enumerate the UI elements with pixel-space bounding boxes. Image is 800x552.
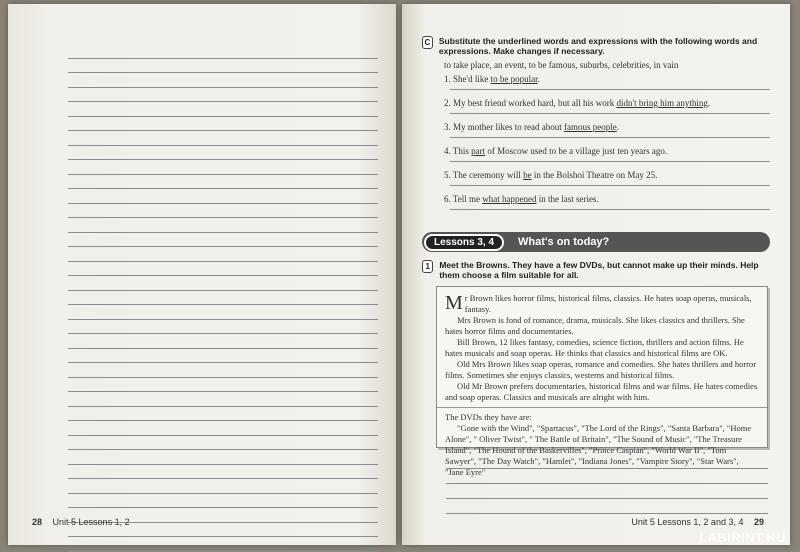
ruled-line[interactable] xyxy=(68,479,378,494)
ruled-line[interactable] xyxy=(68,276,378,291)
ruled-line[interactable] xyxy=(68,537,378,552)
ruled-line[interactable] xyxy=(68,334,378,349)
exercise-c-instruction: Substitute the underlined words and expressions with the following words and expressions. Make changes if necessary. xyxy=(438,36,758,56)
ruled-line[interactable] xyxy=(68,392,378,407)
exercise-c-badge: C xyxy=(422,36,433,49)
ruled-line[interactable] xyxy=(68,247,378,262)
right-page xyxy=(402,4,790,545)
word-list: to take place, an event, to be famous, suburbs, celebrities, in vain xyxy=(444,60,679,70)
ruled-line[interactable] xyxy=(68,494,378,509)
left-page xyxy=(8,4,396,545)
exercise-item: 4. This part of Moscow used to be a village just ten years ago. xyxy=(444,146,770,170)
dvds-list: "Gone with the Wind", "Spartacus", "The Lord of the Rings", "Santa Barbara", "Home Alone", " Oliver Twist", " The Battle of Britain", "The Sound of Music", "The Treasure Island", "The Hound of the Baskervilles", "Prince Caspian", "World War II", "Tom Sawyer", "The Day Watch", "Hamlet", "Indiana Jones", "Vampire Story", "Star Wars", "Jane Eyre" xyxy=(445,423,752,477)
ruled-line[interactable] xyxy=(68,436,378,451)
browns-text-box xyxy=(436,286,768,477)
drop-cap: M xyxy=(445,292,463,314)
answer-line[interactable] xyxy=(446,484,768,499)
paragraph: Old Mr Brown prefers documentaries, historical films and war films. He hates comedies and soap operas. Classics and musicals are alright with him. xyxy=(445,381,758,402)
paragraph: Mr Brown likes horror films, historical films, classics. He hates soap operas, musicals, fantasy. xyxy=(445,292,752,314)
ruled-line[interactable] xyxy=(68,349,378,364)
ruled-lines xyxy=(68,44,378,552)
paragraph: Old Mrs Brown likes soap operas, romance and comedies. She hates thrillers and horror films. Sometimes she enjoys classics, westerns and historical films. xyxy=(445,359,757,380)
ruled-line[interactable] xyxy=(68,160,378,175)
answer-line[interactable] xyxy=(450,161,770,162)
right-footer-text: Unit 5 Lessons 1, 2 and 3, 4 xyxy=(631,517,744,527)
exercise-c-items xyxy=(444,74,770,218)
ruled-line[interactable] xyxy=(68,363,378,378)
ruled-line[interactable] xyxy=(68,131,378,146)
answer-line[interactable] xyxy=(450,185,770,186)
ruled-line[interactable] xyxy=(68,146,378,161)
ruled-line[interactable] xyxy=(68,305,378,320)
ruled-line[interactable] xyxy=(68,204,378,219)
ruled-line[interactable] xyxy=(68,291,378,306)
ruled-line[interactable] xyxy=(68,450,378,465)
watermark: LABIRINT.RU xyxy=(698,530,786,545)
answer-line[interactable] xyxy=(446,499,768,514)
right-footer xyxy=(631,517,764,527)
paragraph: Bill Brown, 12 likes fantasy, comedies, science fiction, thrillers and action films. He hates musicals and soap operas. He thinks that classics and historical films are OK. xyxy=(445,337,744,358)
exercise-item: 1. She'd like to be popular. xyxy=(444,74,770,98)
lesson-title: What's on today? xyxy=(518,236,610,248)
ruled-line[interactable] xyxy=(68,233,378,248)
left-page-number: 28 xyxy=(32,517,43,527)
left-footer-text: Unit 5 Lessons 1, 2 xyxy=(52,517,130,527)
ruled-line[interactable] xyxy=(68,262,378,277)
exercise-item: 2. My best friend worked hard, but all his work didn't bring him anything. xyxy=(444,98,770,122)
answer-line[interactable] xyxy=(446,454,768,469)
ruled-line[interactable] xyxy=(68,378,378,393)
ruled-line[interactable] xyxy=(68,44,378,59)
answer-line[interactable] xyxy=(450,89,770,90)
right-page-number: 29 xyxy=(753,517,764,527)
ruled-line[interactable] xyxy=(68,59,378,74)
ruled-line[interactable] xyxy=(68,320,378,335)
ruled-line[interactable] xyxy=(68,175,378,190)
ruled-line[interactable] xyxy=(68,407,378,422)
paragraph: Mrs Brown is fond of romance, drama, musicals. She likes classics and thrillers. She hates horror films and documentaries. xyxy=(445,315,745,336)
exercise-item: 5. The ceremony will be in the Bolshoi Theatre on May 25. xyxy=(444,170,770,194)
lesson-label: Lessons 3, 4 xyxy=(424,234,504,251)
ruled-line[interactable] xyxy=(68,117,378,132)
ruled-line[interactable] xyxy=(68,421,378,436)
answer-line[interactable] xyxy=(450,137,770,138)
ruled-line[interactable] xyxy=(68,73,378,88)
exercise-1-badge: 1 xyxy=(422,260,433,273)
exercise-item: 6. Tell me what happened in the last series. xyxy=(444,194,770,218)
ruled-line[interactable] xyxy=(68,189,378,204)
answer-lines[interactable] xyxy=(446,454,768,514)
exercise-c xyxy=(422,36,770,218)
exercise-1-instruction: Meet the Browns. They have a few DVDs, but cannot make up their minds. Help them choose a film suitable for all. xyxy=(439,260,759,280)
ruled-line[interactable] xyxy=(68,88,378,103)
ruled-line[interactable] xyxy=(68,102,378,117)
dvds-heading: The DVDs they have are: xyxy=(445,412,532,422)
left-footer xyxy=(32,517,130,527)
answer-line[interactable] xyxy=(450,113,770,114)
lesson-header xyxy=(422,232,770,252)
browns-description xyxy=(437,287,767,408)
answer-line[interactable] xyxy=(446,469,768,484)
exercise-item: 3. My mother likes to read about famous people. xyxy=(444,122,770,146)
answer-line[interactable] xyxy=(450,209,770,210)
ruled-line[interactable] xyxy=(68,218,378,233)
ruled-line[interactable] xyxy=(68,465,378,480)
exercise-1 xyxy=(422,260,770,280)
